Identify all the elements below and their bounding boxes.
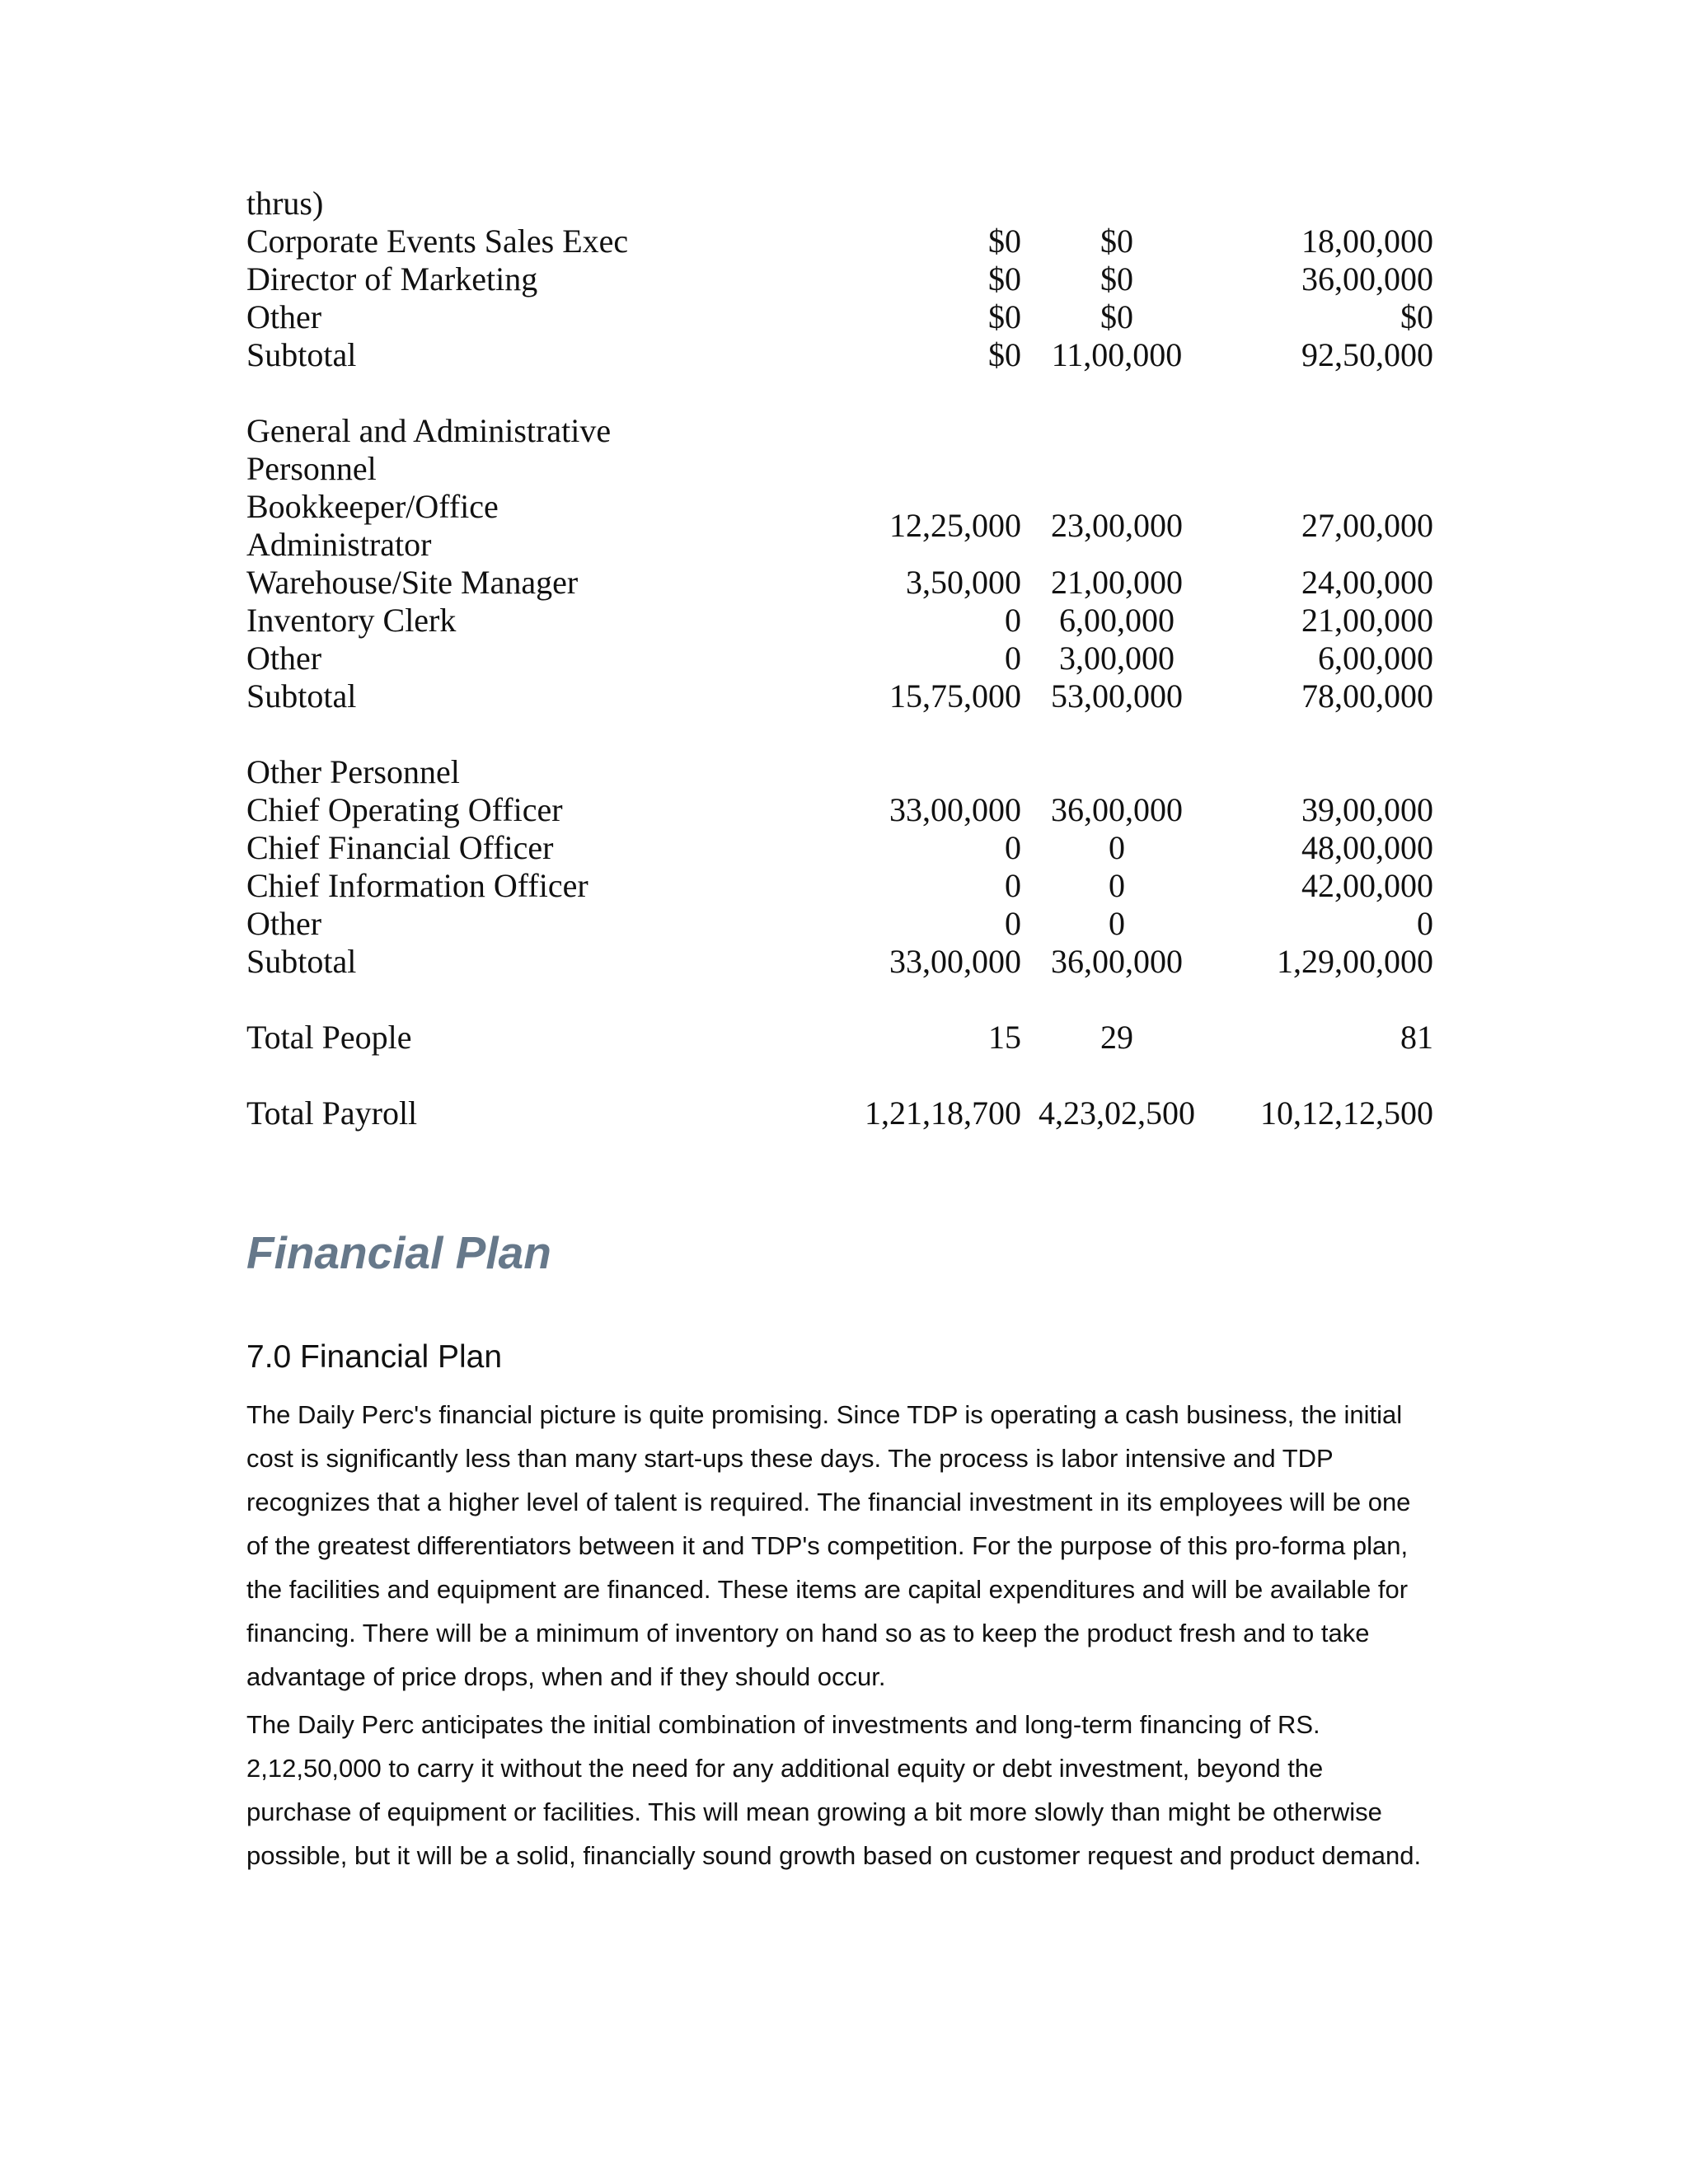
year1-value: $0 xyxy=(988,336,1021,373)
table-row xyxy=(246,564,1433,602)
table-row xyxy=(246,867,1433,905)
payroll-table xyxy=(246,185,1433,1132)
year3-value: 10,12,12,500 xyxy=(1260,1094,1433,1132)
row-label: Chief Operating Officer xyxy=(246,791,563,828)
section-header-row xyxy=(246,412,1433,450)
year3-value: 36,00,000 xyxy=(1301,260,1433,298)
row-label: Subtotal xyxy=(246,336,357,373)
year3-value: 48,00,000 xyxy=(1301,829,1433,866)
table-row xyxy=(246,488,1433,564)
row-label: Subtotal xyxy=(246,677,357,715)
year3-value: 39,00,000 xyxy=(1301,791,1433,828)
year2-value: 36,00,000 xyxy=(1051,791,1183,828)
total-people-row xyxy=(246,1019,1433,1057)
row-label: thrus) xyxy=(246,185,324,222)
section-heading: Financial Plan xyxy=(246,1227,551,1278)
year2-value: 4,23,02,500 xyxy=(1039,1094,1195,1132)
year1-value: 12,25,000 xyxy=(889,507,1021,544)
year2-value: 11,00,000 xyxy=(1051,336,1183,373)
subsection-heading: 7.0 Financial Plan xyxy=(246,1339,503,1375)
row-label: Corporate Events Sales Exec xyxy=(246,223,629,260)
year3-value: $0 xyxy=(1400,298,1433,335)
table-row xyxy=(246,791,1433,829)
row-label: Subtotal xyxy=(246,943,357,980)
year2-value: 29 xyxy=(1100,1019,1133,1056)
year3-value: 0 xyxy=(1417,905,1433,942)
year1-value: 15 xyxy=(988,1019,1021,1056)
table-row-subtotal xyxy=(246,943,1433,981)
table-row-subtotal xyxy=(246,677,1433,715)
table-row xyxy=(246,905,1433,943)
body-paragraph: The Daily Perc's financial picture is quite promising. Since TDP is operating a cash business, the initial cost is significantly less than many start-ups these days. The process is labor intensive and TDP recognizes that a higher level of talent is required. The financial investment in its employees will be one of the greatest differentiators between it and TDP's competition. For the purpose of this pro-forma plan, the facilities and equipment are financed. These items are capital expenditures and will be available for financing. There will be a minimum of inventory on hand so as to keep the product fresh and to take advantage of price drops, when and if they should occur. xyxy=(246,1400,1411,1691)
year2-value: 21,00,000 xyxy=(1051,564,1183,601)
year1-value: 0 xyxy=(1005,640,1021,677)
year2-value: 3,00,000 xyxy=(1059,640,1175,677)
row-label: General and Administrative xyxy=(246,412,612,449)
section-header-row xyxy=(246,450,1433,488)
year3-value: 81 xyxy=(1400,1019,1433,1056)
row-label: Other xyxy=(246,298,322,335)
year1-value: 0 xyxy=(1005,905,1021,942)
table-row xyxy=(246,185,1433,223)
year1-value: $0 xyxy=(988,223,1021,260)
table-row xyxy=(246,640,1433,677)
row-label: Chief Financial Officer xyxy=(246,829,554,866)
row-label: Other xyxy=(246,640,322,677)
year1-value: 33,00,000 xyxy=(889,943,1021,980)
year1-value: $0 xyxy=(988,260,1021,298)
spacer-row xyxy=(246,715,1433,753)
row-label: Personnel xyxy=(246,450,377,487)
year1-value: 1,21,18,700 xyxy=(865,1094,1021,1132)
table-row-subtotal xyxy=(246,336,1433,374)
row-label: Bookkeeper/Office Administrator xyxy=(246,488,499,563)
year2-value: 53,00,000 xyxy=(1051,677,1183,715)
total-payroll-row xyxy=(246,1094,1433,1132)
row-label: Total People xyxy=(246,1019,412,1056)
row-label: Warehouse/Site Manager xyxy=(246,564,579,601)
year3-value: 92,50,000 xyxy=(1301,336,1433,373)
year2-value: $0 xyxy=(1100,223,1133,260)
table-row xyxy=(246,298,1433,336)
year2-value: 6,00,000 xyxy=(1059,602,1175,639)
year1-value: 0 xyxy=(1005,867,1021,904)
row-label: Inventory Clerk xyxy=(246,602,457,639)
spacer-row xyxy=(246,1057,1433,1094)
year2-value: $0 xyxy=(1100,260,1133,298)
year2-value: 0 xyxy=(1109,867,1125,904)
row-label: Total Payroll xyxy=(246,1094,418,1132)
table-row xyxy=(246,223,1433,260)
year1-value: 0 xyxy=(1005,602,1021,639)
year2-value: 0 xyxy=(1109,829,1125,866)
year2-value: 36,00,000 xyxy=(1051,943,1183,980)
year1-value: 3,50,000 xyxy=(906,564,1021,601)
year2-value: 23,00,000 xyxy=(1051,507,1183,544)
spacer-row xyxy=(246,374,1433,412)
year1-value: 15,75,000 xyxy=(889,677,1021,715)
year2-value: $0 xyxy=(1100,298,1133,335)
year3-value: 24,00,000 xyxy=(1301,564,1433,601)
year2-value: 0 xyxy=(1109,905,1125,942)
year3-value: 21,00,000 xyxy=(1301,602,1433,639)
body-paragraph: The Daily Perc anticipates the initial combination of investments and long-term financing of RS. 2,12,50,000 to carry it without the need for any additional equity or debt investment, beyond the purchase of equipment or facilities. This will mean growing a bit more slowly than might be otherwise possible, but it will be a solid, financially sound growth based on customer request and product demand. xyxy=(246,1710,1422,1870)
year3-value: 78,00,000 xyxy=(1301,677,1433,715)
year3-value: 18,00,000 xyxy=(1301,223,1433,260)
table-row xyxy=(246,602,1433,640)
year1-value: $0 xyxy=(988,298,1021,335)
section-header-row xyxy=(246,753,1433,791)
year3-value: 27,00,000 xyxy=(1301,507,1433,544)
table-row xyxy=(246,829,1433,867)
year1-value: 33,00,000 xyxy=(889,791,1021,828)
year3-value: 42,00,000 xyxy=(1301,867,1433,904)
row-label: Other Personnel xyxy=(246,753,460,790)
spacer-row xyxy=(246,981,1433,1019)
year3-value: 6,00,000 xyxy=(1318,640,1433,677)
table-row xyxy=(246,260,1433,298)
year3-value: 1,29,00,000 xyxy=(1277,943,1433,980)
row-label: Chief Information Officer xyxy=(246,867,588,904)
year1-value: 0 xyxy=(1005,829,1021,866)
row-label: Other xyxy=(246,905,322,942)
row-label: Director of Marketing xyxy=(246,260,538,298)
